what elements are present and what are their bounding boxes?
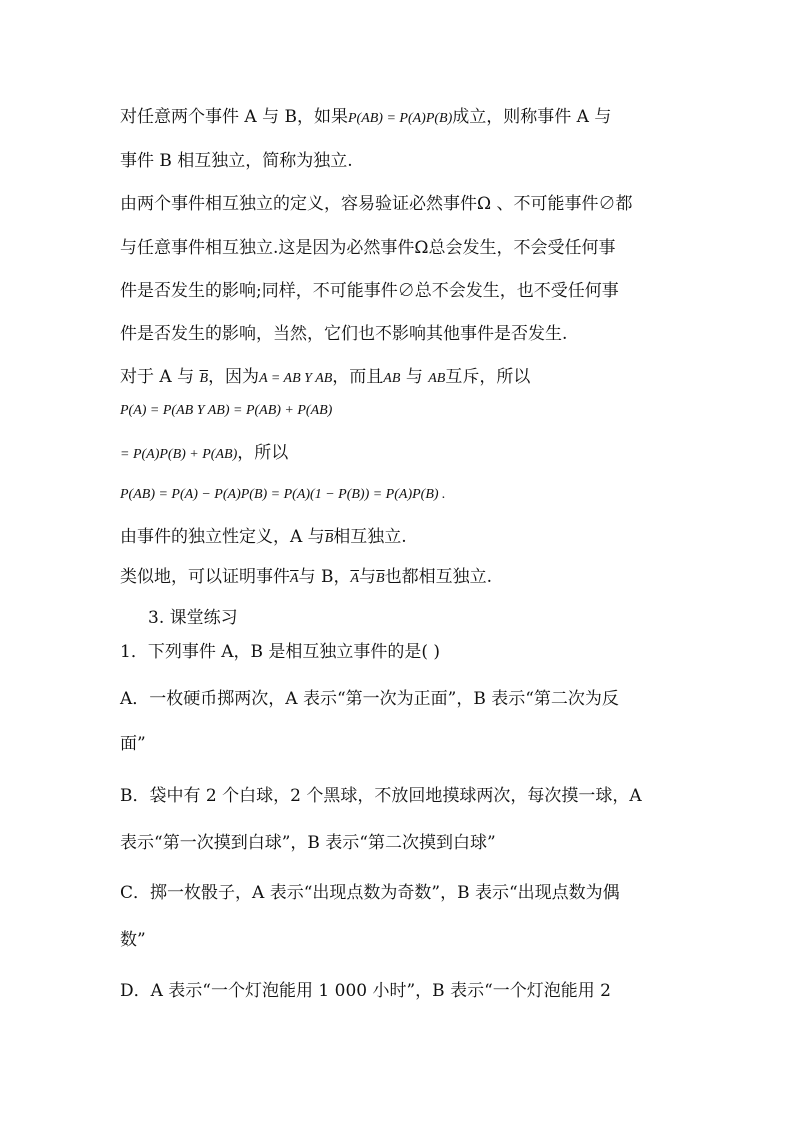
formula-a-bar: $\overline{A}$	[350, 571, 360, 586]
text: 与	[359, 567, 377, 587]
formula-line-2	[120, 442, 288, 466]
paragraph-line: 由两个事件相互独立的定义，容易验证必然事件Ω 、不可能事件∅都	[120, 194, 633, 214]
text: 由事件的独立性定义，A 与	[120, 527, 325, 547]
section-heading: 3. 课堂练习	[148, 608, 238, 628]
option-c-line-1: C．掷一枚骰子，A 表示“出现点数为奇数”，B 表示“出现点数为偶	[120, 883, 620, 903]
option-d-line-1: D．A 表示“一个灯泡能用 1 000 小时”，B 表示“一个灯泡能用 2	[120, 981, 611, 1001]
text: 对于 A 与	[120, 367, 195, 387]
formula-decomposition: A = AB Y AB	[259, 371, 333, 386]
text: 成立，则称事件 A 与	[452, 107, 612, 127]
text: 类似地，可以证明事件	[120, 567, 290, 587]
formula-independence: P(AB) = P(A)P(B)	[347, 111, 453, 126]
formula-b-bar: $\overline{B}$	[199, 371, 209, 386]
formula-line-1: P(A) = P(AB Y AB) = P(AB) + P(AB)	[120, 403, 333, 418]
text: 相互独立.	[333, 527, 407, 547]
formula-line-3: P(AB) = P(A) − P(A)P(B) = P(A)(1 − P(B)) = P(A)P(B) .	[120, 487, 446, 502]
formula-b-bar: $\overline{B}$	[376, 571, 385, 586]
text: 也都相互独立.	[384, 567, 492, 587]
definition-line-2: 事件 B 相互独立，简称为独立.	[120, 151, 353, 171]
text: ，因为	[208, 367, 260, 387]
option-a-line-2: 面”	[120, 734, 146, 754]
formula-a-bbar: AB	[428, 371, 446, 386]
formula-ab: AB	[383, 371, 401, 386]
formula-b-bar: $\overline{B}$	[324, 531, 334, 546]
formula: = P(A)P(B) + P(AB)	[120, 447, 238, 462]
text: ，而且	[332, 367, 384, 387]
similar-proof-line	[120, 566, 492, 590]
formula-a-bar: $\overline{A}$	[290, 571, 299, 586]
conclusion-line	[120, 526, 407, 550]
text: ，所以	[237, 443, 289, 463]
text: 互斥，所以	[445, 367, 531, 387]
text: 与 B，	[298, 567, 351, 587]
option-c-line-2: 数”	[120, 930, 146, 950]
question-stem: 1．下列事件 A，B 是相互独立事件的是( )	[120, 642, 441, 662]
proof-intro-line	[120, 366, 530, 390]
text: 对任意两个事件 A 与 B，如果	[120, 107, 348, 127]
option-a-line-1: A．一枚硬币掷两次，A 表示“第一次为正面”，B 表示“第二次为反	[120, 689, 619, 709]
option-b-line-1: B．袋中有 2 个白球，2 个黑球，不放回地摸球两次，每次摸一球，A	[120, 786, 642, 806]
paragraph-line: 与任意事件相互独立.这是因为必然事件Ω总会发生，不会受任何事	[120, 238, 616, 258]
text: 与	[405, 367, 423, 387]
paragraph-line: 件是否发生的影响，当然，它们也不影响其他事件是否发生.	[120, 324, 568, 344]
definition-line-1	[120, 106, 611, 130]
paragraph-line: 件是否发生的影响;同样，不可能事件∅总不会发生，也不受任何事	[120, 281, 619, 301]
option-b-line-2: 表示“第一次摸到白球”，B 表示“第二次摸到白球”	[120, 833, 496, 853]
